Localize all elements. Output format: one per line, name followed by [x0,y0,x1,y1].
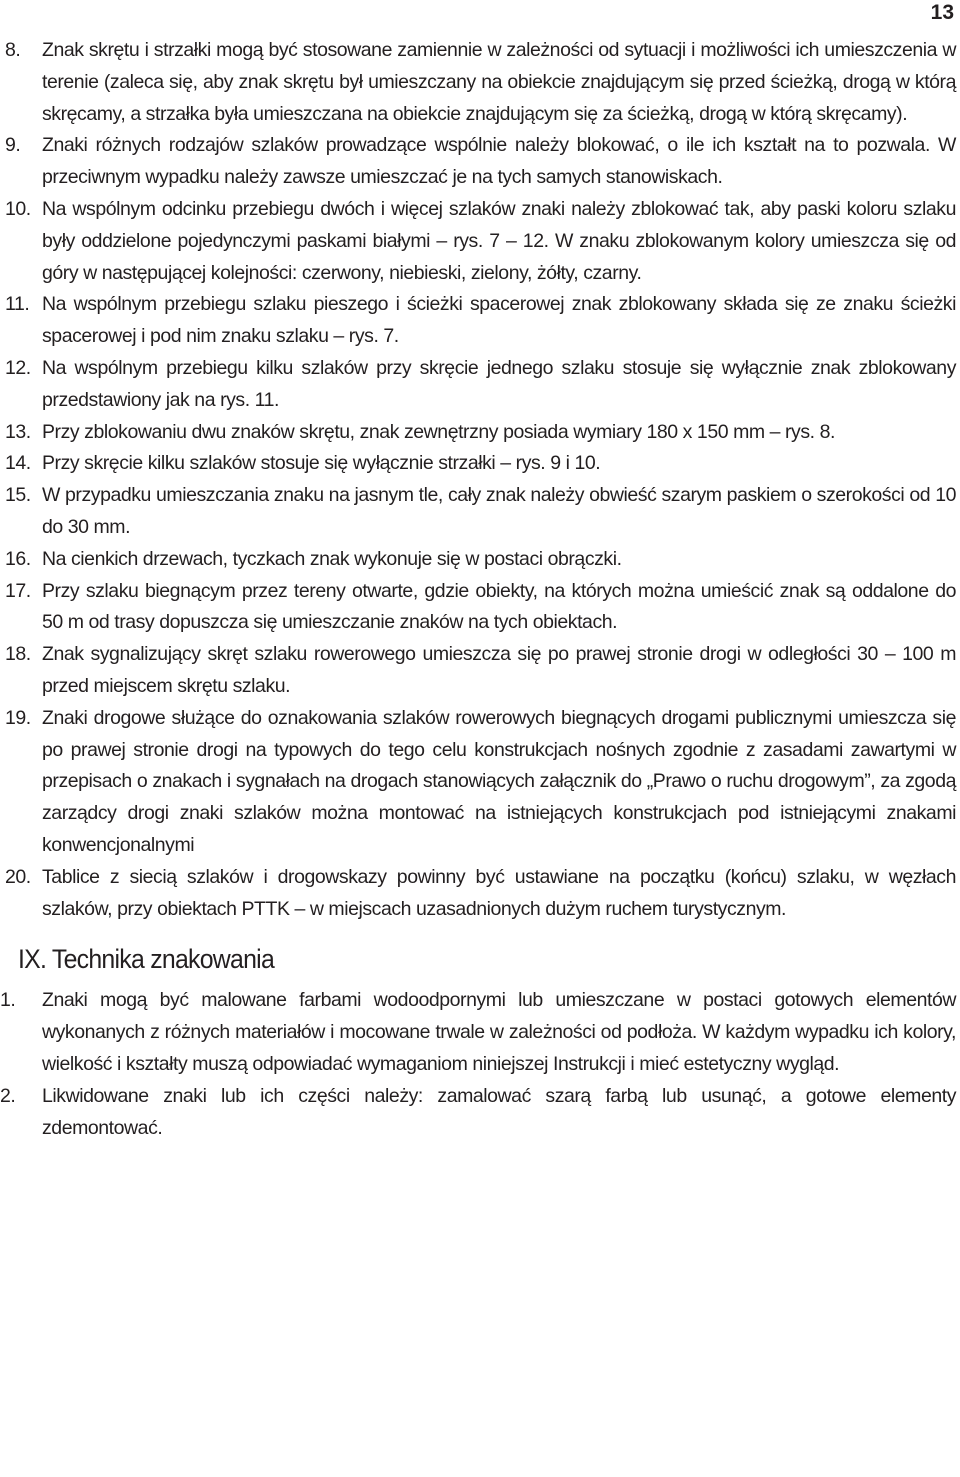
list-item [0,35,956,130]
item-text: Na wspólnym odcinku przebiegu dwóch i więcej szlaków znaki należy zblokować tak, aby paski koloru szlaku były oddzielone pojedynczymi paskami białymi – rys. 7 – 12. W znaku zblokowanym kolory umieszcza się od góry w następującej kolejności: czerwony, niebieski, zielony, żółty, czarny. [42,197,956,284]
item-text: Znaki mogą być malowane farbami wodoodpornymi lub umieszczane w postaci gotowych elementów wykonanych z różnych materiałów i mocowane trwale w zależności od podłoża. W każdym wypadku ich kolory, wielkość i kształty muszą odpowiadać wymaganiom niniejszej Instrukcji i mieć estetyczny wygląd. [42,989,956,1075]
item-text: Tablice z siecią szlaków i drogowskazy powinny być ustawiane na początku (końcu) szlaku, w węzłach szlaków, przy obiektach PTTK – w miejscach uzasadnionych dużym ruchem turystycznym. [42,865,956,920]
item-number: 10. [5,197,31,220]
list-item [0,1081,956,1145]
list-item [0,544,956,576]
rules-list [0,35,956,925]
list-item [0,448,956,480]
item-number: 18. [5,643,31,666]
list-item [0,576,956,640]
list-item [0,289,956,353]
item-number: 16. [5,547,31,570]
list-item [0,985,956,1080]
list-item [0,862,956,926]
item-number: 2. [0,1084,16,1107]
list-item [0,480,956,544]
item-number: 20. [5,865,31,888]
item-text: Na wspólnym przebiegu kilku szlaków przy skręcie jednego szlaku stosuje się wyłącznie znak zblokowany przedstawiony jak na rys. 11. [42,356,956,411]
section-heading: IX. Technika znakowania [18,944,275,975]
item-text: Znaki różnych rodzajów szlaków prowadzące wspólnie należy blokować, o ile ich kształt na to pozwala. W przeciwnym wypadku należy zawsze umieszczać je na tych samych stanowiskach. [42,134,956,189]
list-item [0,194,956,289]
item-text: W przypadku umieszczania znaku na jasnym tle, cały znak należy obwieść szarym paskiem o szerokości od 10 do 30 mm. [42,484,956,538]
item-text: Znak sygnalizujący skręt szlaku rowerowego umieszcza się po prawej stronie drogi w odległości 30 – 100 m przed miejscem skrętu szlaku. [42,643,956,697]
item-number: 19. [5,706,31,729]
item-number: 9. [5,134,21,157]
list-item [0,130,956,194]
list-item [0,417,956,449]
technique-list [0,985,956,1144]
item-number: 17. [5,579,31,602]
item-text: Przy zblokowaniu dwu znaków skrętu, znak zewnętrzny posiada wymiary 180 x 150 mm – rys. 8. [42,420,835,443]
item-text: Przy szlaku biegnącym przez tereny otwarte, gdzie obiekty, na których można umieścić znak są oddalone do 50 m od trasy dopuszcza się umieszczanie znaków na tych obiektach. [42,579,956,634]
item-text: Likwidowane znaki lub ich części należy: zamalować szarą farbą lub usunąć, a gotowe elementy zdemontować. [42,1084,956,1139]
item-text: Znaki drogowe służące do oznakowania szlaków rowerowych biegnących drogami publicznymi umieszcza się po prawej stronie drogi na typowych do tego celu konstrukcjach nośnych zgodnie z zasadami zawartymi w przepisach o znakach i sygnałach na drogach stanowiących załącznik do „Prawo o ruchu drogowym”, za zgodą zarządcy drogi znaki szlaków można montować na istniejących konstrukcjach pod istniejącymi znakami konwencjonalnymi [42,706,956,856]
item-number: 15. [5,484,31,507]
item-text: Na wspólnym przebiegu szlaku pieszego i ścieżki spacerowej znak zblokowany składa się ze znaku ścieżki spacerowej i pod nim znaku szlaku – rys. 7. [42,293,956,348]
list-item [0,353,956,417]
item-number: 1. [0,989,16,1012]
page-number: 13 [930,1,954,24]
item-number: 11. [5,293,30,316]
list-item [0,703,956,862]
item-number: 14. [5,452,31,475]
item-text: Przy skręcie kilku szlaków stosuje się wyłącznie strzałki – rys. 9 i 10. [42,452,601,475]
page-content [0,35,956,1144]
item-number: 13. [5,420,31,443]
item-number: 8. [5,39,21,61]
item-text: Znak skrętu i strzałki mogą być stosowane zamiennie w zależności od sytuacji i możliwości ich umieszczenia w terenie (zaleca się, aby znak skrętu był umieszczany na obiekcie znajdującym się przed ścieżką, drogą w którą skręcamy, a strzałka była umieszczana na obiekcie znajdującym się za ścieżką, drogą w którą skręcamy). [42,39,956,125]
item-text: Na cienkich drzewach, tyczkach znak wykonuje się w postaci obrączki. [42,547,622,570]
item-number: 12. [5,356,31,379]
list-item [0,639,956,703]
